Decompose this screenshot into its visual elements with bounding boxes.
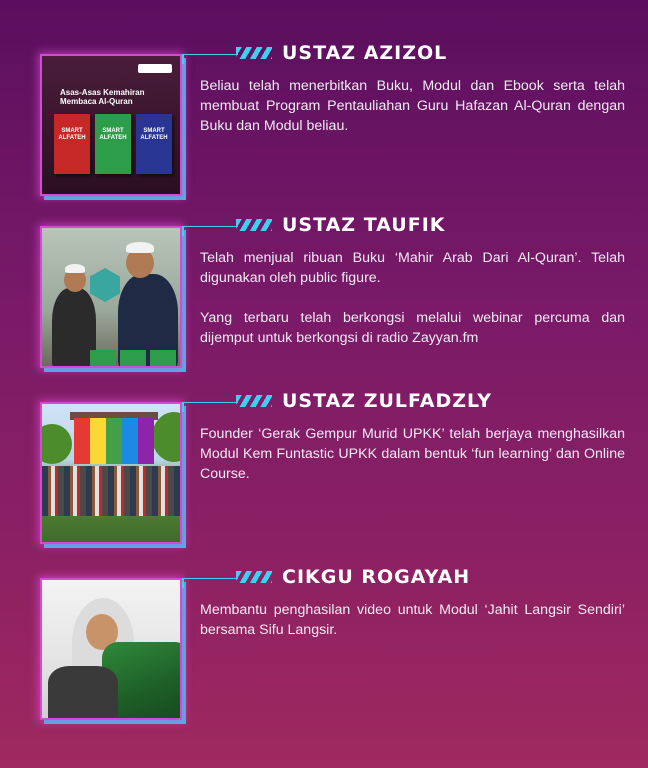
stripes-decoration — [236, 571, 272, 583]
handover-photo — [42, 228, 180, 366]
connector-line — [182, 54, 238, 65]
profile-photo — [40, 54, 182, 196]
description-paragraph: Telah menjual ribuan Buku ‘Mahir Arab Dari Al-Quran’. Telah digunakan oleh public figure. — [200, 250, 625, 286]
description-paragraph: Beliau telah menerbitkan Buku, Modul dan Ebook serta telah membuat Program Pentauliahan Guru Hafazan Al-Quran dengan Buku dan Modul beliau. — [200, 78, 625, 134]
sewing-photo — [42, 580, 180, 718]
publisher-logo — [138, 64, 172, 73]
stripes-decoration — [236, 47, 272, 59]
profile-description — [200, 600, 625, 640]
profile-photo — [40, 402, 182, 544]
sleeve — [48, 666, 118, 720]
profile-name: USTAZ TAUFIK — [282, 214, 446, 236]
book-cover — [90, 350, 116, 366]
book-award — [90, 268, 120, 302]
crowd — [42, 466, 182, 516]
profile-name: USTAZ AZIZOL — [282, 42, 448, 64]
group-photo — [42, 404, 180, 542]
book-cover: SMART ALFATEH — [54, 114, 90, 174]
person-cap — [65, 264, 85, 273]
colorful-house — [74, 418, 154, 464]
profile-description — [200, 76, 625, 136]
description-paragraph: Membantu penghasilan video untuk Modul ‘Jahit Langsir Sendiri’ bersama Sifu Langsir. — [200, 602, 625, 638]
connector-line — [182, 402, 238, 413]
stripes-decoration — [236, 395, 272, 407]
description-paragraph: Founder ‘Gerak Gempur Murid UPKK’ telah berjaya menghasilkan Modul Kem Funtastic UPKK dalam bentuk ‘fun learning’ dan Online Course. — [200, 426, 625, 482]
connector-line — [182, 226, 238, 237]
profile-name: CIKGU ROGAYAH — [282, 566, 471, 588]
book-cover — [120, 350, 146, 366]
tree — [40, 424, 72, 464]
stripes-decoration — [236, 219, 272, 231]
book-cover: SMART ALFATEH — [136, 114, 172, 174]
person-cap — [126, 242, 154, 253]
profile-description — [200, 248, 625, 348]
book-series-title: Asas-Asas Kemahiran Membaca Al-Quran — [60, 88, 145, 106]
connector-line — [182, 578, 238, 589]
profile-photo — [40, 578, 182, 720]
book-cover — [150, 350, 176, 366]
profile-photo — [40, 226, 182, 368]
profile-description — [200, 424, 625, 484]
book-cover: SMART ALFATEH — [95, 114, 131, 174]
description-paragraph: Yang terbaru telah berkongsi melalui webinar percuma dan dijemput untuk berkongsi di radio Zayyan.fm — [200, 310, 625, 346]
profile-name: USTAZ ZULFADZLY — [282, 390, 492, 412]
books-photo — [42, 56, 180, 194]
